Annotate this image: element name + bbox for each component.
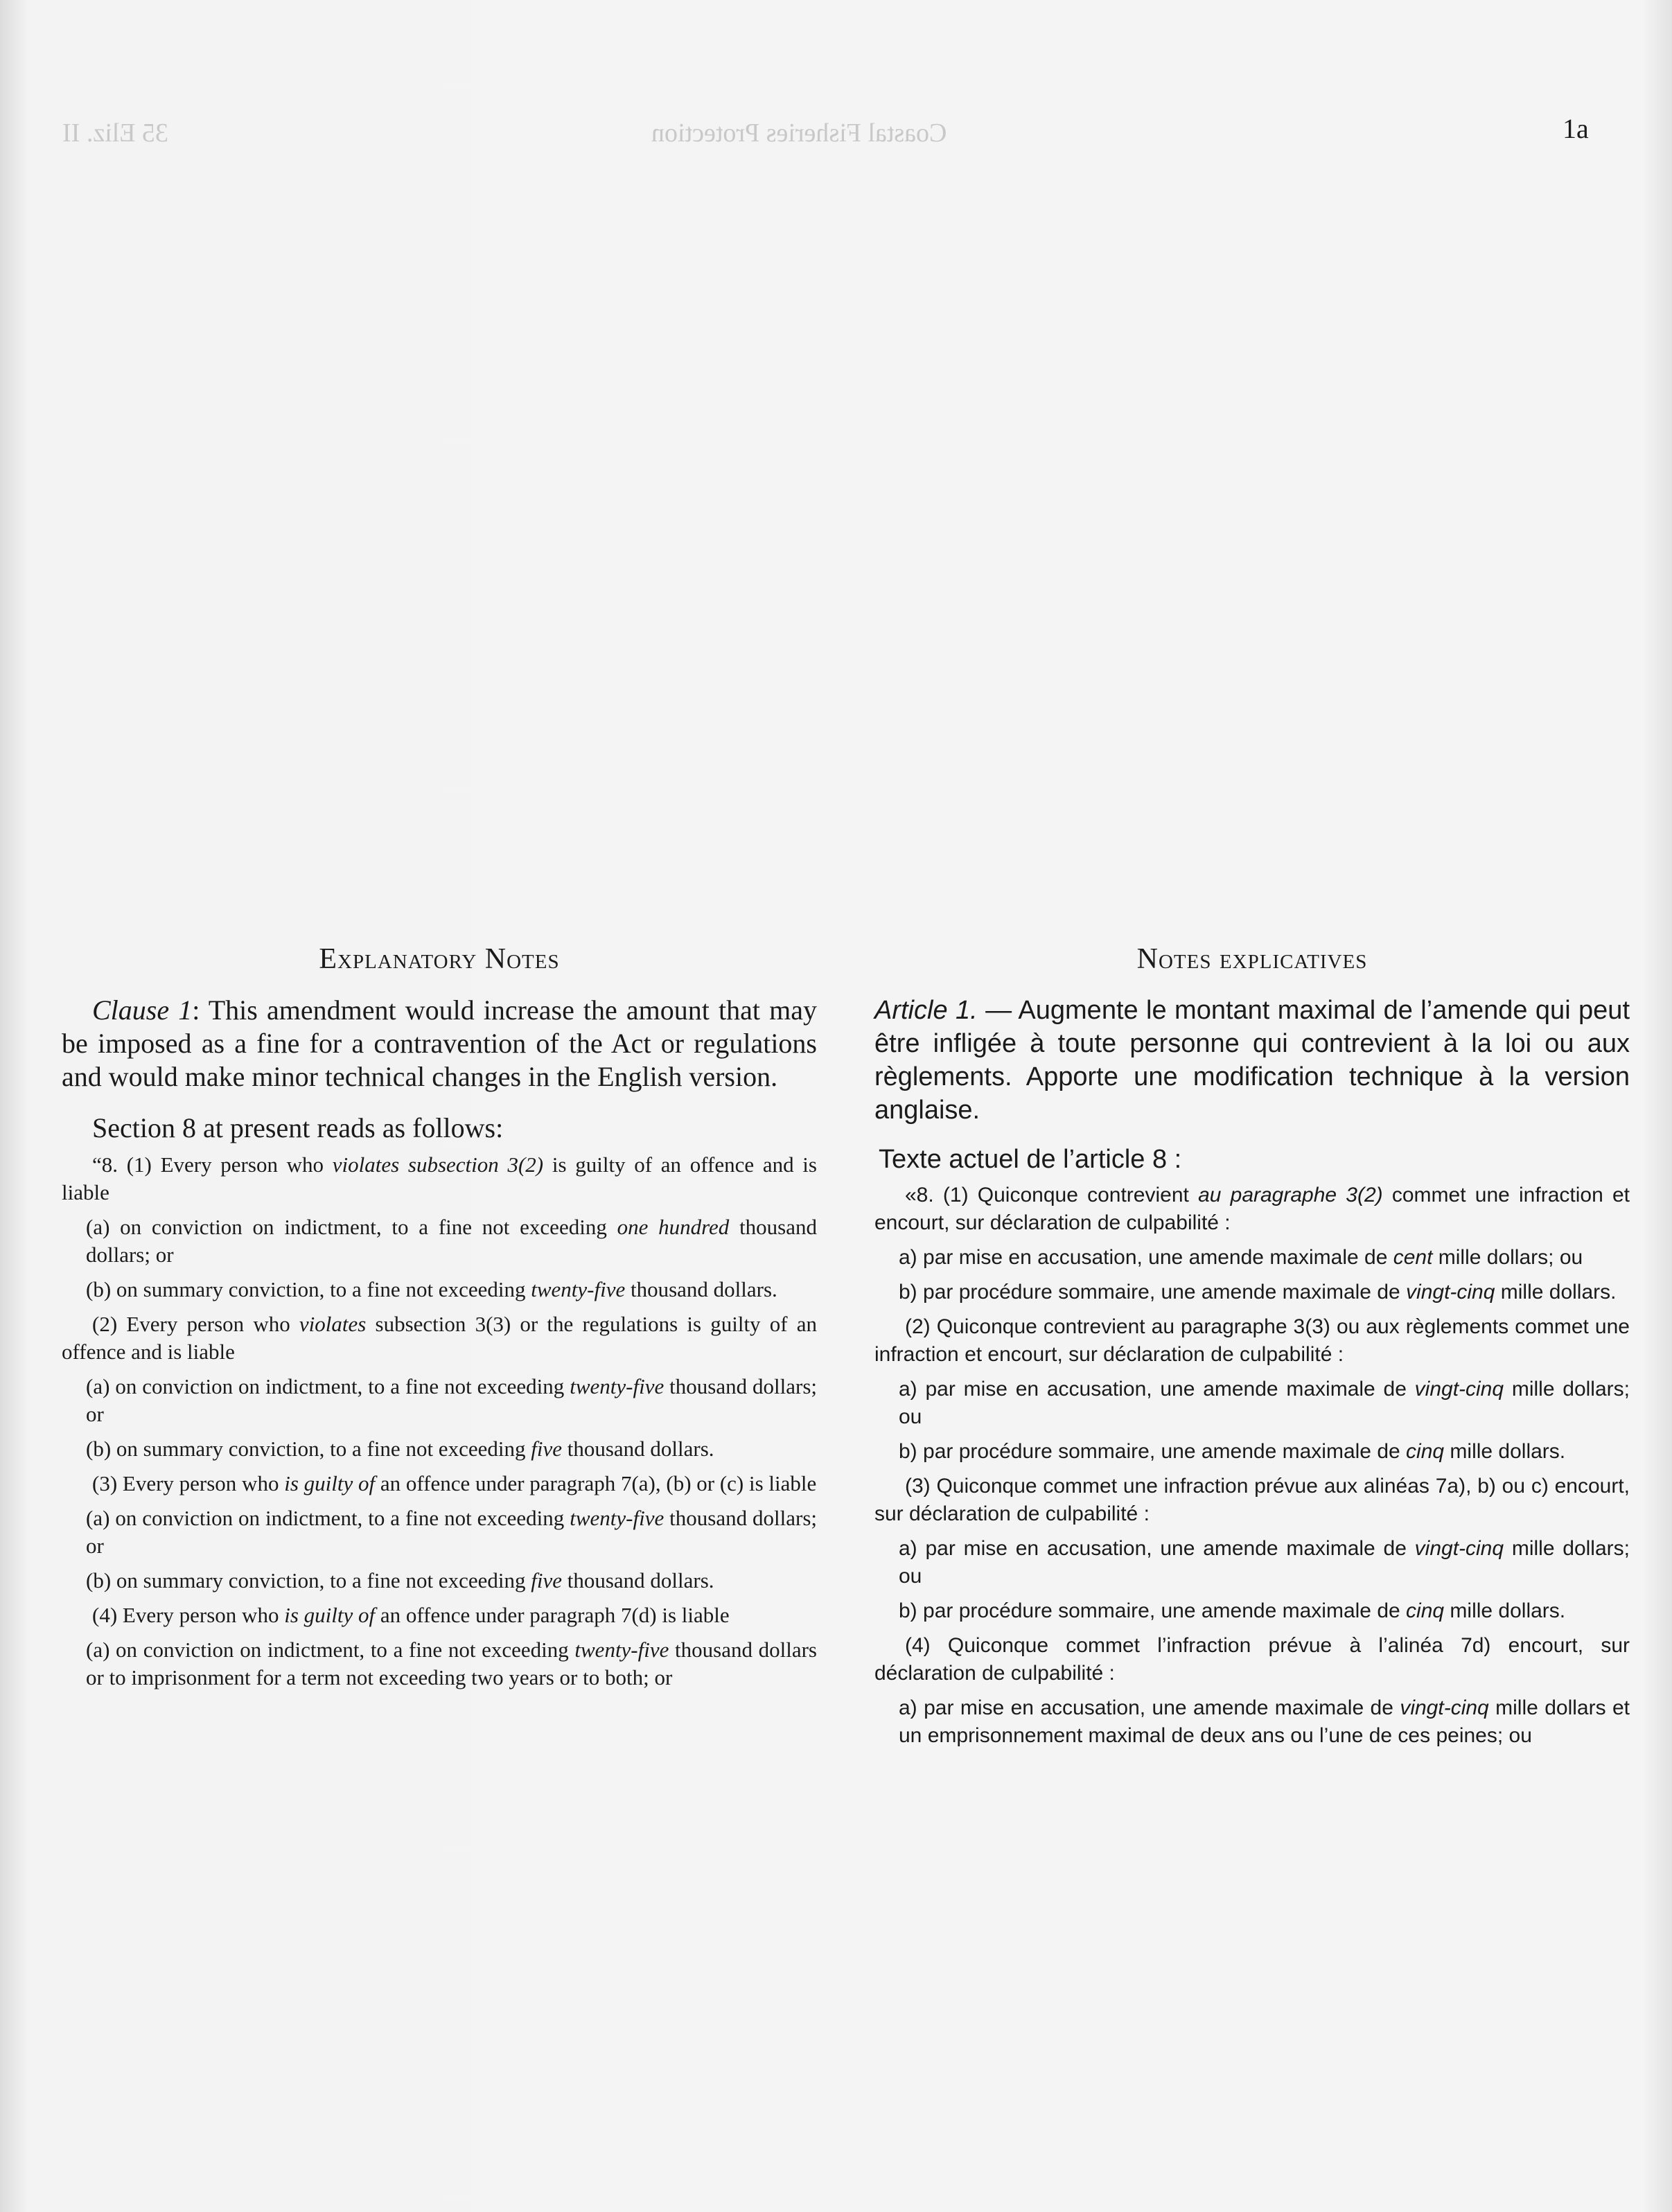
article-8-2-b [899, 1438, 1630, 1466]
text-segment: (a) on conviction on indictment, to a fine not exceeding [86, 1215, 617, 1239]
text-segment: (a) on conviction on indictment, to a fine not exceeding [86, 1638, 575, 1662]
emphasis: twenty-five [531, 1277, 626, 1301]
section-8-3-a [86, 1504, 817, 1560]
emphasis: twenty-five [570, 1506, 665, 1530]
text-segment: (b) on summary conviction, to a fine not exceeding [86, 1437, 531, 1461]
section-8-4 [62, 1601, 817, 1629]
section-8-1 [62, 1151, 817, 1206]
notes-explicatives-heading: Notes explicatives [1136, 943, 1368, 975]
text-segment: thousand dollars. [561, 1568, 714, 1592]
text-segment: (b) on summary conviction, to a fine not exceeding [86, 1568, 531, 1592]
text-segment: (4) Every person who [92, 1603, 285, 1627]
article-8-3-b [899, 1597, 1630, 1625]
article-note [874, 994, 1630, 1127]
article-label: Article 1. [874, 996, 978, 1025]
text-segment: mille dollars. [1444, 1599, 1566, 1622]
emphasis: violates subsection 3(2) [332, 1152, 544, 1177]
text-segment: (2) Every person who [92, 1312, 299, 1336]
emphasis: five [531, 1437, 562, 1461]
article-8-2: (2) Quiconque contrevient au paragraphe 3(3) ou aux règlements commet une infraction et encourt, sur déclaration de culpabilité : [874, 1315, 1630, 1366]
text-segment: «8. (1) Quiconque contrevient [905, 1184, 1199, 1206]
text-segment: (3) Every person who [92, 1471, 285, 1495]
article-8-3: (3) Quiconque commet une infraction prévue aux alinéas 7a), b) ou c) encourt, sur déclaration de culpabilité : [874, 1475, 1630, 1525]
text-segment: mille dollars; ou [1432, 1246, 1583, 1269]
section-8-1-b [86, 1276, 817, 1304]
article-text: — Augmente le montant maximal de l’amende qui peut être infligée à toute personne qui contrevient à la loi ou aux règlements. Apporte une modification technique à la version anglaise. [874, 996, 1630, 1125]
text-segment: thousand dollars; or [86, 1215, 817, 1267]
text-segment: mille dollars; ou [899, 1378, 1630, 1428]
text-segment: commet une infraction et encourt, sur déclaration de culpabilité : [874, 1184, 1630, 1234]
emphasis: vingt-cinq [1400, 1696, 1489, 1719]
emphasis: vingt-cinq [1406, 1281, 1495, 1304]
text-segment: b) par procédure sommaire, une amende maximale de [899, 1440, 1407, 1463]
text-segment: a) par mise en accusation, une amende maximale de [899, 1696, 1400, 1719]
bleed-through-running-head: Coastal Fisheries Protection [651, 119, 947, 148]
text-segment: is guilty of an offence and is liable [62, 1152, 817, 1204]
emphasis: violates [299, 1312, 367, 1336]
text-segment: mille dollars. [1444, 1440, 1566, 1463]
section-8-2-a [86, 1373, 817, 1428]
emphasis: twenty-five [570, 1374, 665, 1398]
section-8-3 [62, 1470, 817, 1498]
text-segment: an offence under paragraph 7(d) is liable [375, 1603, 730, 1627]
emphasis: is guilty of [284, 1603, 376, 1627]
present-reads-label: Section 8 at present reads as follows: [92, 1112, 504, 1143]
emphasis: twenty-five [574, 1638, 669, 1662]
emphasis: one hundred [617, 1215, 730, 1239]
article-8-4: (4) Quiconque commet l’infraction prévue à l’alinéa 7d) encourt, sur déclaration de culpabilité : [874, 1634, 1630, 1685]
emphasis: au paragraphe 3(2) [1198, 1184, 1383, 1206]
english-column [62, 942, 817, 1698]
text-segment: a) par mise en accusation, une amende maximale de [899, 1537, 1415, 1560]
section-8-2 [62, 1310, 817, 1366]
section-8-4-a [86, 1636, 817, 1692]
text-segment: thousand dollars; or [86, 1374, 817, 1426]
article-8-2-a [899, 1376, 1630, 1431]
text-segment: mille dollars. [1495, 1281, 1617, 1304]
section-8-3-b [86, 1567, 817, 1595]
text-segment: b) par procédure sommaire, une amende maximale de [899, 1599, 1407, 1622]
article-8-1-a [899, 1244, 1630, 1272]
explanatory-notes-heading: Explanatory Notes [319, 943, 560, 975]
clause-text: : This amendment would increase the amount that may be imposed as a fine for a contravention of the Act or regulations and would make minor technical changes in the English version. [62, 994, 817, 1092]
section-8-1-a [86, 1213, 817, 1269]
text-segment: thousand dollars. [561, 1437, 714, 1461]
article-8-1-b [899, 1279, 1630, 1306]
text-segment: (b) on summary conviction, to a fine not exceeding [86, 1277, 531, 1301]
article-8-1 [874, 1182, 1630, 1237]
text-segment: a) par mise en accusation, une amende maximale de [899, 1378, 1415, 1401]
clause-note [62, 994, 817, 1094]
text-segment: mille dollars; ou [899, 1537, 1630, 1588]
text-segment: thousand dollars; or [86, 1506, 817, 1558]
text-segment: subsection 3(3) or the regulations is guilty of an offence and is liable [62, 1312, 818, 1364]
french-column [874, 942, 1630, 1757]
emphasis: cinq [1406, 1440, 1445, 1463]
text-segment: thousand dollars or to imprisonment for a term not exceeding two years or to both; or [86, 1638, 817, 1689]
page-number: 1a [1563, 113, 1589, 144]
text-segment: b) par procédure sommaire, une amende maximale de [899, 1281, 1407, 1304]
text-segment: an offence under paragraph 7(a), (b) or (c) is liable [375, 1471, 817, 1495]
emphasis: five [531, 1568, 562, 1592]
text-segment: thousand dollars. [625, 1277, 777, 1301]
bleed-through-running-number: 35 Eliz. II [62, 119, 169, 148]
emphasis: vingt-cinq [1414, 1378, 1504, 1401]
text-segment: mille dollars et un emprisonnement maximal de deux ans ou l’une de ces peines; ou [899, 1696, 1630, 1747]
texte-actuel-label: Texte actuel de l’article 8 : [879, 1145, 1182, 1174]
article-8-3-a [899, 1535, 1630, 1590]
emphasis: is guilty of [284, 1471, 376, 1495]
text-segment: a) par mise en accusation, une amende maximale de [899, 1246, 1393, 1269]
article-8-4-a [899, 1694, 1630, 1750]
clause-label: Clause 1 [92, 994, 193, 1026]
emphasis: vingt-cinq [1414, 1537, 1504, 1560]
text-segment: (a) on conviction on indictment, to a fine not exceeding [86, 1506, 570, 1530]
emphasis: cinq [1406, 1599, 1445, 1622]
text-segment: “8. (1) Every person who [92, 1152, 333, 1177]
section-8-2-b [86, 1435, 817, 1463]
text-segment: (a) on conviction on indictment, to a fine not exceeding [86, 1374, 570, 1398]
emphasis: cent [1393, 1246, 1433, 1269]
